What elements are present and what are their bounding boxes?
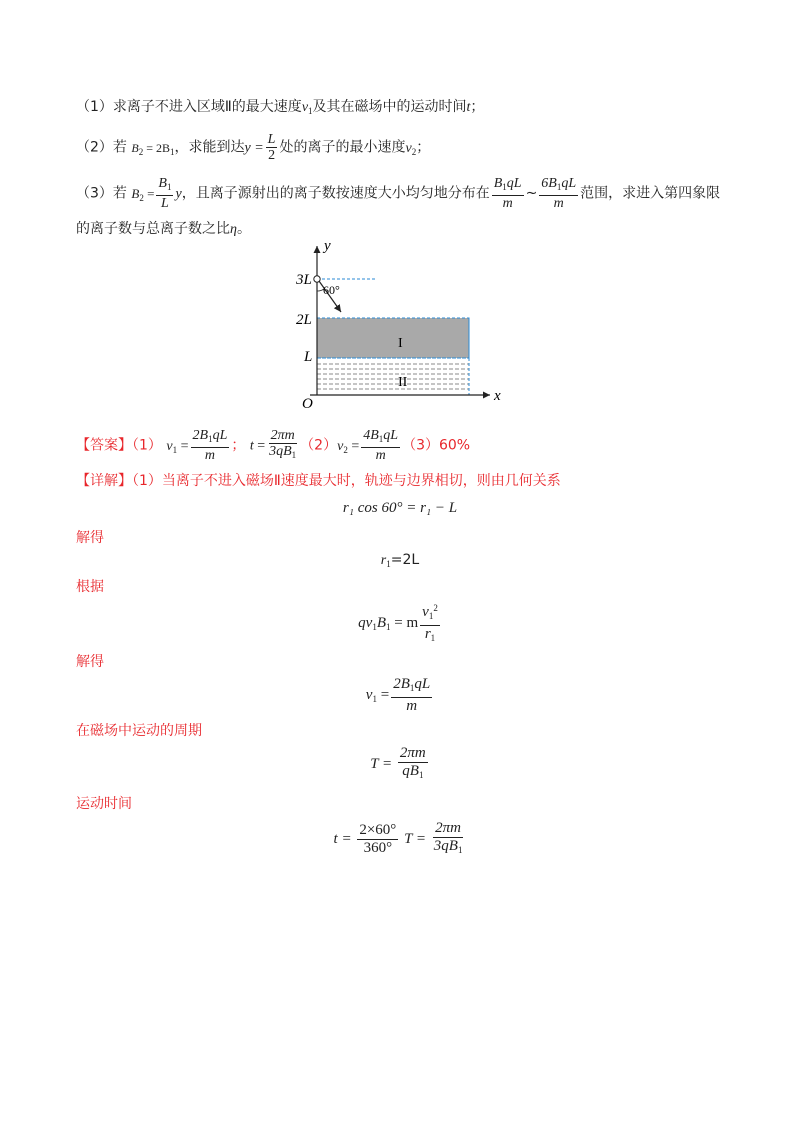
label-period: 在磁场中运动的周期 — [76, 723, 202, 739]
equation-1: r₁ cos 60° = r₁ − L — [342, 500, 458, 516]
var-eta: η — [230, 222, 237, 237]
question-3-line-2-text: 的离子数与总离子数之比 — [76, 221, 230, 237]
var-y: y — [175, 186, 182, 202]
question-3-text-c: 范围，求进入第四象限 — [580, 185, 721, 202]
tilde: ~ — [525, 185, 538, 202]
answer-part-2: （2） — [300, 437, 338, 454]
equation-2: $qv_1B_1 = m$ $\frac{v_1^2}{r_1}$ — [0, 600, 800, 647]
solution-intro — [76, 470, 561, 492]
label-basis: 根据 — [76, 579, 104, 595]
question-2 — [76, 132, 430, 163]
var-v1: $v_1$ — [301, 100, 313, 116]
region-1-label: I — [398, 336, 403, 351]
question-1 — [76, 96, 484, 122]
fraction-b1-over-l: $\frac{B_1}{L}$ — [158, 176, 172, 211]
answer-v1: $v_1$ = — [166, 438, 189, 455]
solution-intro-text: （1）当离子不进入磁场Ⅱ速度最大时，轨迹与边界相切，则由几何关系 — [132, 473, 561, 489]
range-low: $\frac{B_1qL}{m}$ — [493, 176, 522, 211]
answer-sep: ； — [231, 437, 246, 454]
fraction-l-over-2: $\frac{L}{2}$ — [267, 132, 276, 163]
answer-line — [76, 428, 470, 463]
condition-b2: $B_2 = 2B_1$ — [131, 140, 175, 157]
magnetic-field-diagram — [290, 238, 505, 408]
question-1-text-b: 及其在磁场中的运动时间 — [312, 99, 467, 115]
question-2-text-c: 处的离子的最小速度 — [279, 139, 406, 156]
angle-label: 60° — [323, 283, 340, 297]
answer-tag: 【答案】 — [76, 437, 132, 454]
punct: ； — [470, 99, 485, 115]
solution-tag: 【详解】 — [76, 473, 132, 489]
question-1-number: （1） — [76, 99, 113, 115]
region-2-label: II — [398, 375, 408, 390]
var-t: t — [466, 100, 471, 115]
label-solve-1: 解得 — [76, 530, 104, 546]
label-time: 运动时间 — [76, 796, 132, 812]
question-2-number: （2） — [76, 139, 113, 156]
result-r1: $r_1=2L$ — [380, 552, 420, 569]
tick-3l: 3L — [296, 272, 312, 288]
answer-v2: $v_2$ = — [337, 438, 360, 455]
region-2-hatch — [317, 364, 469, 389]
var-v2: $v_2$ — [405, 140, 417, 157]
punct: ； — [416, 139, 431, 156]
question-2-text: 若 — [112, 139, 127, 156]
condition-b2-var: $B_2$ = — [131, 185, 155, 203]
label-solve-2: 解得 — [76, 654, 104, 670]
answer-t: t = — [249, 438, 266, 454]
equation-5: t = $\frac{2\times 60^\circ}{360^\circ}$ T = $\frac{2\pi m}{3qB_1}$ — [333, 820, 463, 856]
range-high: $\frac{6B_1qL}{m}$ — [541, 176, 577, 211]
punct: 。 — [236, 221, 251, 237]
answer-t-fraction: $\frac{2\pi m}{3qB_1}$ — [269, 428, 297, 460]
question-2-text-b: ，求能到达 — [174, 139, 245, 156]
y-eq: y = — [244, 140, 264, 156]
question-3-text-b: ，且离子源射出的离子数按速度大小均匀地分布在 — [181, 185, 490, 202]
answer-part-3: （3）60% — [402, 437, 471, 454]
origin-label: O — [302, 396, 313, 408]
question-3-number: （3） — [76, 185, 113, 202]
tick-l: L — [304, 349, 313, 365]
x-axis-label: x — [494, 388, 501, 404]
equation-3: $v_1$ = $\frac{2B_1qL}{m}$ — [365, 676, 431, 714]
tick-2l: 2L — [296, 312, 312, 328]
question-3 — [76, 176, 720, 211]
y-axis-label: y — [324, 238, 331, 254]
equation-4: T = $\frac{2\pi m}{qB_1}$ — [370, 745, 426, 780]
question-3-line-2 — [76, 218, 251, 241]
answer-part-1: （1） — [132, 437, 162, 454]
answer-v2-fraction: $\frac{4B_1qL}{m}$ — [363, 428, 399, 463]
question-1-text: 求离子不进入区域Ⅱ的最大速度 — [112, 99, 302, 115]
region-1-rect — [317, 318, 469, 358]
question-3-text: 若 — [112, 185, 127, 202]
answer-v1-fraction: $\frac{2B_1qL}{m}$ — [192, 428, 228, 463]
